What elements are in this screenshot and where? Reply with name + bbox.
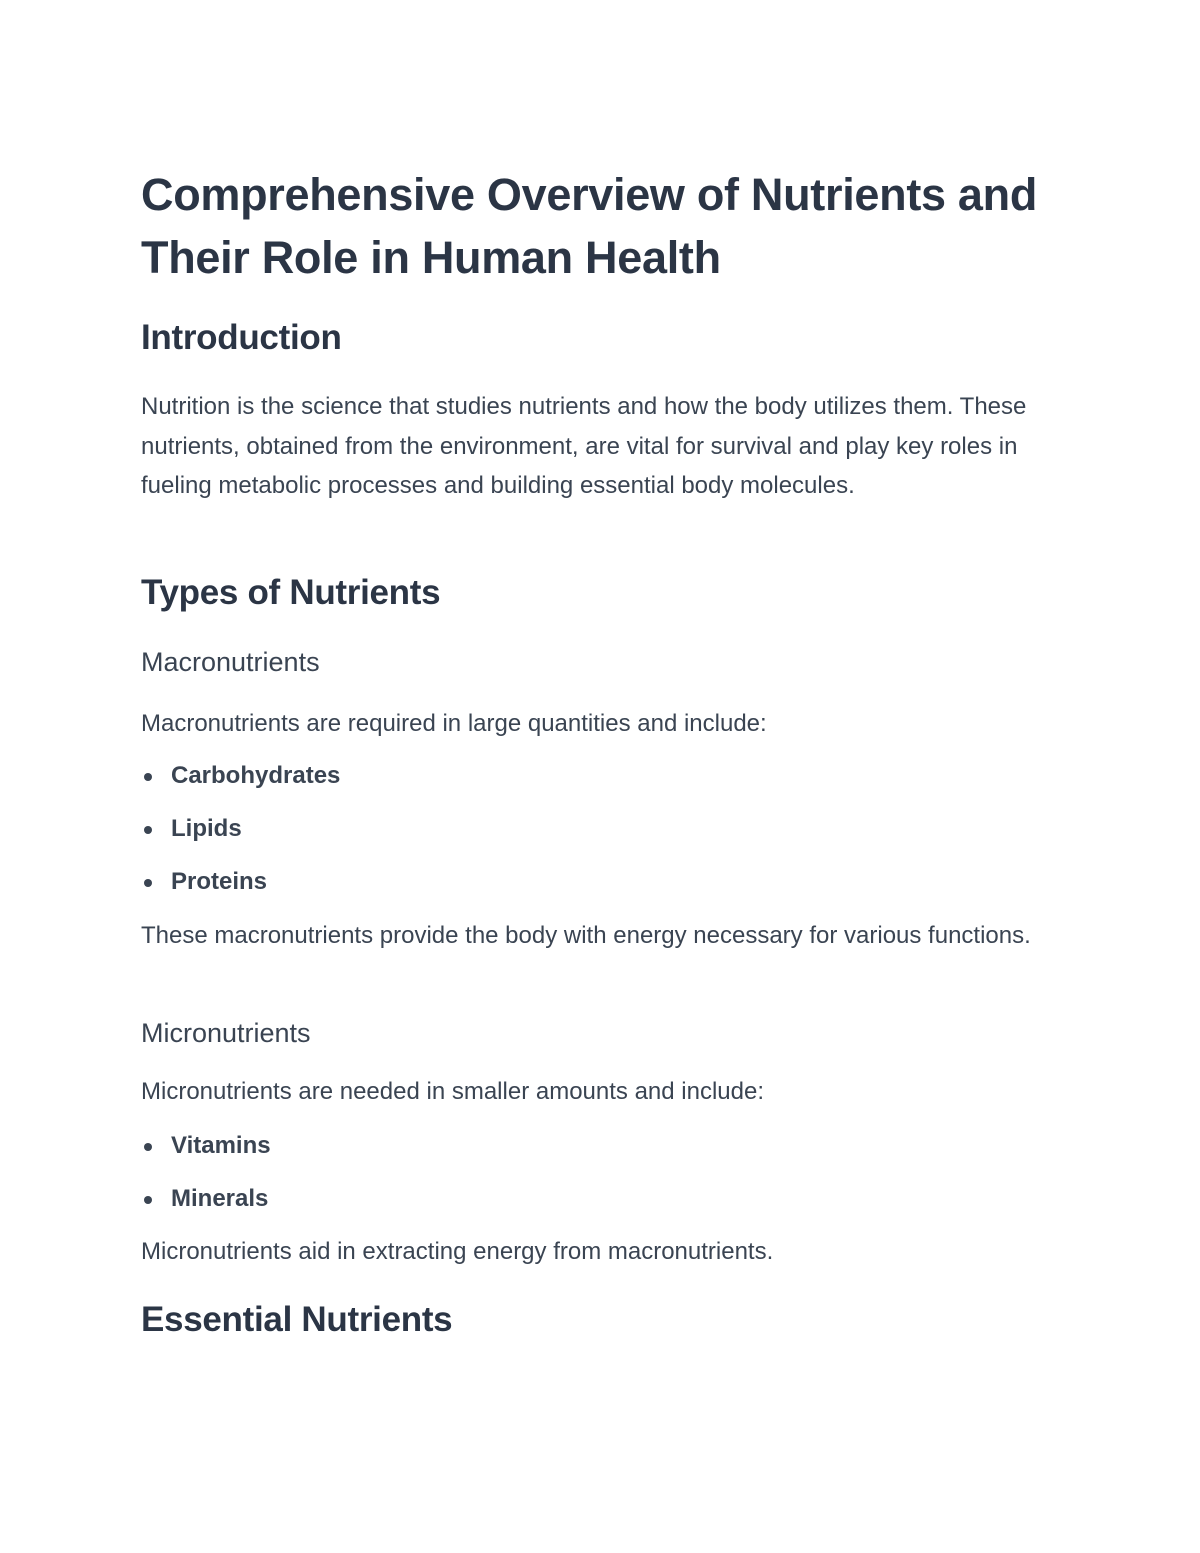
macronutrients-summary: These macronutrients provide the body with energy necessary for various functions. [141, 922, 1031, 949]
essential-nutrients-heading: Essential Nutrients [141, 1300, 453, 1339]
list-item [141, 814, 1071, 867]
micronutrients-intro: Micronutrients are needed in smaller amounts and include: [141, 1078, 765, 1105]
list-item-label: Minerals [171, 1185, 269, 1212]
bullet-icon [144, 1196, 152, 1204]
introduction-heading: Introduction [141, 318, 342, 357]
micronutrients-summary: Micronutrients aid in extracting energy from macronutrients. [141, 1238, 774, 1265]
bullet-icon [144, 773, 152, 781]
list-item-label: Proteins [171, 868, 268, 895]
list-item [141, 761, 1071, 814]
micronutrients-heading: Micronutrients [141, 1018, 311, 1048]
list-item [141, 867, 1071, 920]
macronutrients-intro: Macronutrients are required in large quantities and include: [141, 710, 767, 737]
bullet-icon [144, 1143, 152, 1151]
list-item-label: Lipids [171, 815, 242, 842]
list-item-label: Carbohydrates [171, 762, 341, 789]
macronutrients-list [141, 761, 1071, 920]
macronutrients-heading: Macronutrients [141, 647, 320, 677]
types-of-nutrients-heading: Types of Nutrients [141, 573, 441, 612]
introduction-paragraph: Nutrition is the science that studies nutrients and how the body utilizes them. These nutrients, obtained from the environment, are vital for survival and play key roles in fueling metabolic processes and building essential body molecules. [141, 393, 1027, 499]
bullet-icon [144, 879, 152, 887]
document-title: Comprehensive Overview of Nutrients and Their Role in Human Health [141, 169, 1038, 283]
list-item [141, 1131, 1071, 1184]
list-item-label: Vitamins [171, 1132, 271, 1159]
micronutrients-list [141, 1131, 1071, 1237]
bullet-icon [144, 826, 152, 834]
list-item [141, 1184, 1071, 1237]
